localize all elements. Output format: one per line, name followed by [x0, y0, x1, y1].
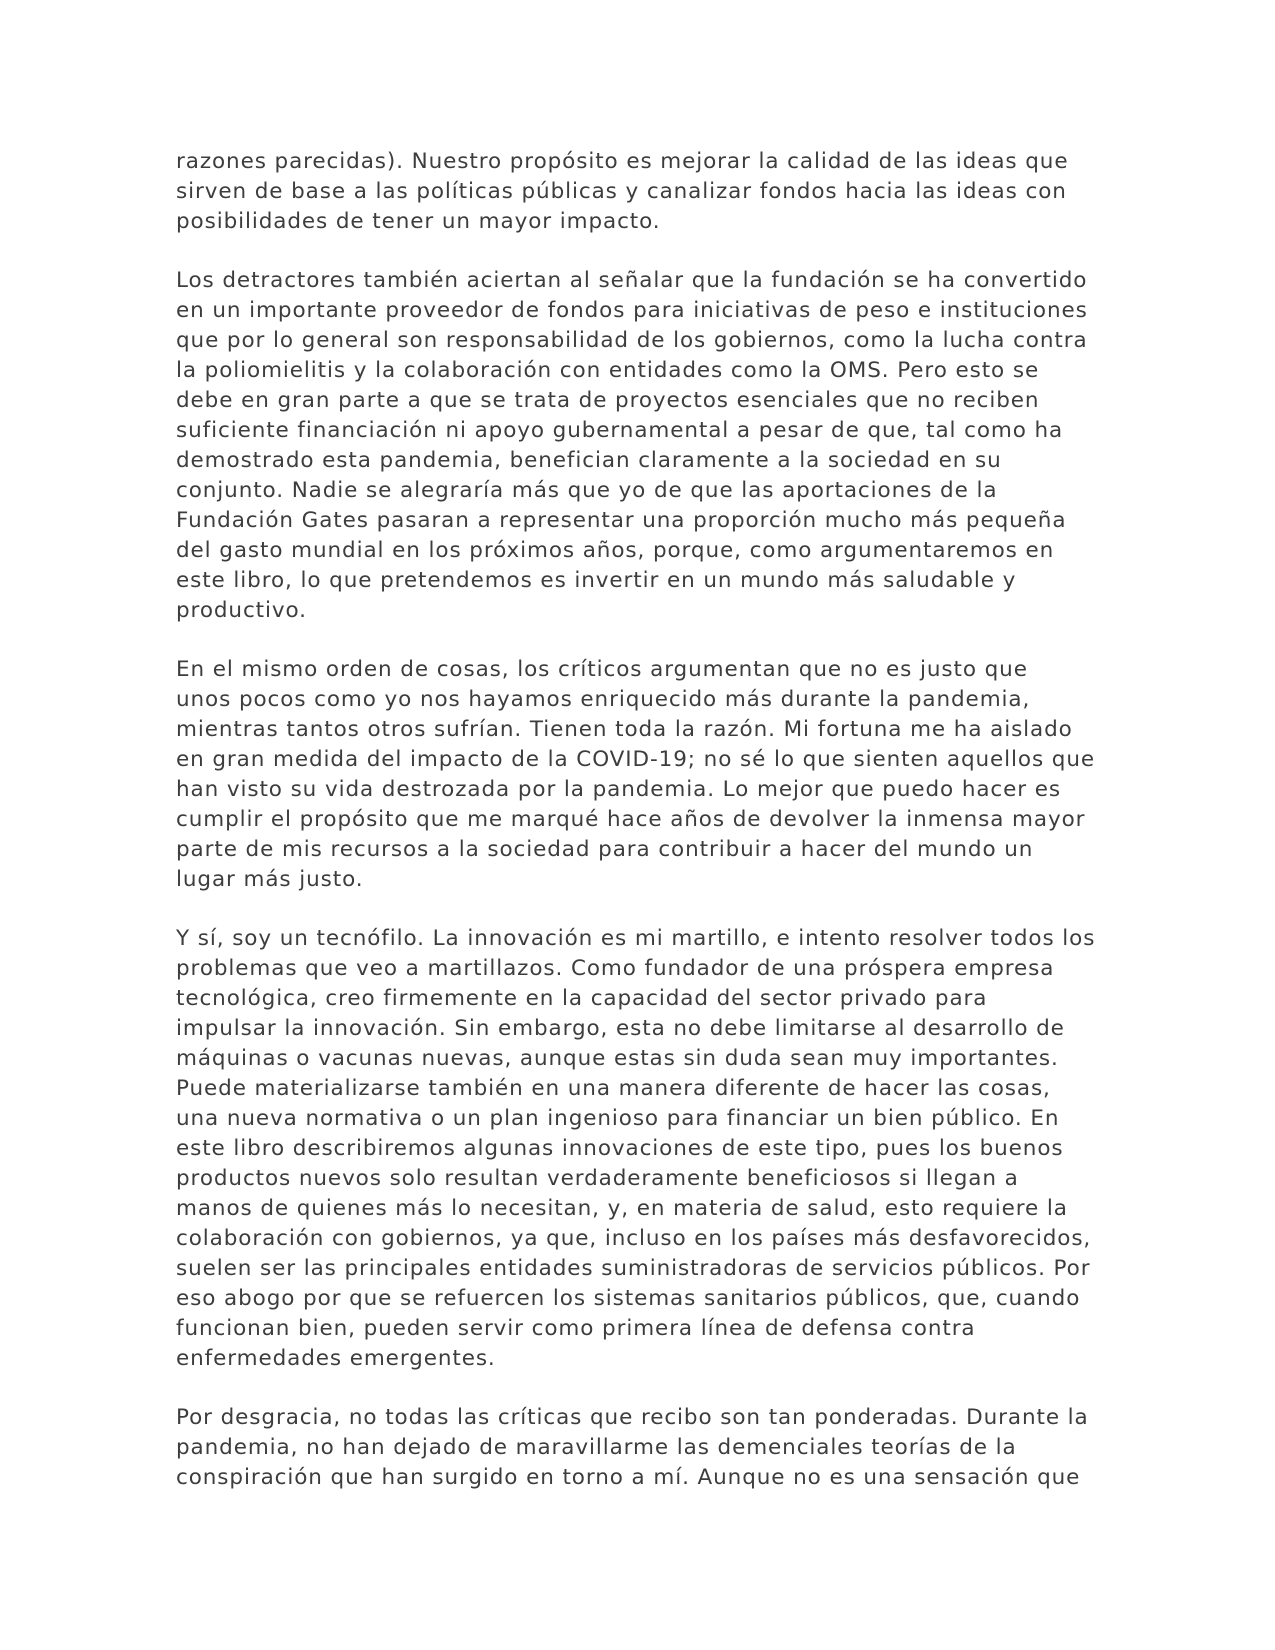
text-line: enfermedades emergentes. — [176, 1346, 496, 1371]
text-line: manos de quienes más lo necesitan, y, en materia de salud, esto requiere la — [176, 1196, 1068, 1221]
paragraph-1 — [176, 147, 1106, 237]
text-line: Los detractores también aciertan al señalar que la fundación se ha convertido — [176, 268, 1088, 293]
text-line: posibilidades de tener un mayor impacto. — [176, 209, 661, 234]
text-line: lugar más justo. — [176, 867, 364, 892]
body-text — [176, 147, 1106, 1522]
text-line: eso abogo por que se refuercen los sistemas sanitarios públicos, que, cuando — [176, 1286, 1081, 1311]
text-line: mientras tantos otros sufrían. Tienen toda la razón. Mi fortuna me ha aislado — [176, 717, 1073, 742]
text-line: conspiración que han surgido en torno a mí. Aunque no es una sensación que — [176, 1465, 1081, 1490]
text-line: Fundación Gates pasaran a representar una proporción mucho más pequeña — [176, 508, 1067, 533]
text-line: conjunto. Nadie se alegraría más que yo de que las aportaciones de la — [176, 478, 998, 503]
paragraph-3 — [176, 655, 1106, 895]
text-line: suelen ser las principales entidades suministradoras de servicios públicos. Por — [176, 1256, 1091, 1281]
text-line: en gran medida del impacto de la COVID-19; no sé lo que sienten aquellos que — [176, 747, 1096, 772]
text-line: parte de mis recursos a la sociedad para contribuir a hacer del mundo un — [176, 837, 1034, 862]
text-line: del gasto mundial en los próximos años, porque, como argumentaremos en — [176, 538, 1055, 563]
text-line: demostrado esta pandemia, benefician claramente a la sociedad en su — [176, 448, 1002, 473]
text-line: En el mismo orden de cosas, los críticos argumentan que no es justo que — [176, 657, 1028, 682]
text-line: este libro describiremos algunas innovaciones de este tipo, pues los buenos — [176, 1136, 1064, 1161]
text-line: este libro, lo que pretendemos es invertir en un mundo más saludable y — [176, 568, 1017, 593]
text-line: Por desgracia, no todas las críticas que recibo son tan ponderadas. Durante la — [176, 1405, 1089, 1430]
text-line: la poliomielitis y la colaboración con entidades como la OMS. Pero esto se — [176, 358, 1040, 383]
text-line: que por lo general son responsabilidad de los gobiernos, como la lucha contra — [176, 328, 1088, 353]
paragraph-4 — [176, 924, 1106, 1374]
text-line: una nueva normativa o un plan ingenioso para financiar un bien público. En — [176, 1106, 1060, 1131]
text-line: tecnológica, creo firmemente en la capacidad del sector privado para — [176, 986, 988, 1011]
paragraph-5 — [176, 1403, 1106, 1493]
text-line: sirven de base a las políticas públicas y canalizar fondos hacia las ideas con — [176, 179, 1067, 204]
text-line: Y sí, soy un tecnófilo. La innovación es mi martillo, e intento resolver todos los — [176, 926, 1096, 951]
text-line: debe en gran parte a que se trata de proyectos esenciales que no reciben — [176, 388, 1040, 413]
text-line: colaboración con gobiernos, ya que, incluso en los países más desfavorecidos, — [176, 1226, 1092, 1251]
text-line: unos pocos como yo nos hayamos enriquecido más durante la pandemia, — [176, 687, 1031, 712]
paragraph-2 — [176, 266, 1106, 626]
text-line: problemas que veo a martillazos. Como fundador de una próspera empresa — [176, 956, 1055, 981]
text-line: han visto su vida destrozada por la pandemia. Lo mejor que puedo hacer es — [176, 777, 1061, 802]
text-line: máquinas o vacunas nuevas, aunque estas sin duda sean muy importantes. — [176, 1046, 1059, 1071]
text-line: impulsar la innovación. Sin embargo, esta no debe limitarse al desarrollo de — [176, 1016, 1065, 1041]
text-line: pandemia, no han dejado de maravillarme las demenciales teorías de la — [176, 1435, 1017, 1460]
text-line: razones parecidas). Nuestro propósito es mejorar la calidad de las ideas que — [176, 149, 1069, 174]
text-line: productivo. — [176, 598, 307, 623]
text-line: funcionan bien, pueden servir como primera línea de defensa contra — [176, 1316, 976, 1341]
text-line: cumplir el propósito que me marqué hace años de devolver la inmensa mayor — [176, 807, 1086, 832]
text-line: Puede materializarse también en una manera diferente de hacer las cosas, — [176, 1076, 1051, 1101]
text-line: suficiente financiación ni apoyo gubernamental a pesar de que, tal como ha — [176, 418, 1064, 443]
text-line: productos nuevos solo resultan verdaderamente beneficiosos si llegan a — [176, 1166, 1019, 1191]
text-line: en un importante proveedor de fondos para iniciativas de peso e instituciones — [176, 298, 1088, 323]
